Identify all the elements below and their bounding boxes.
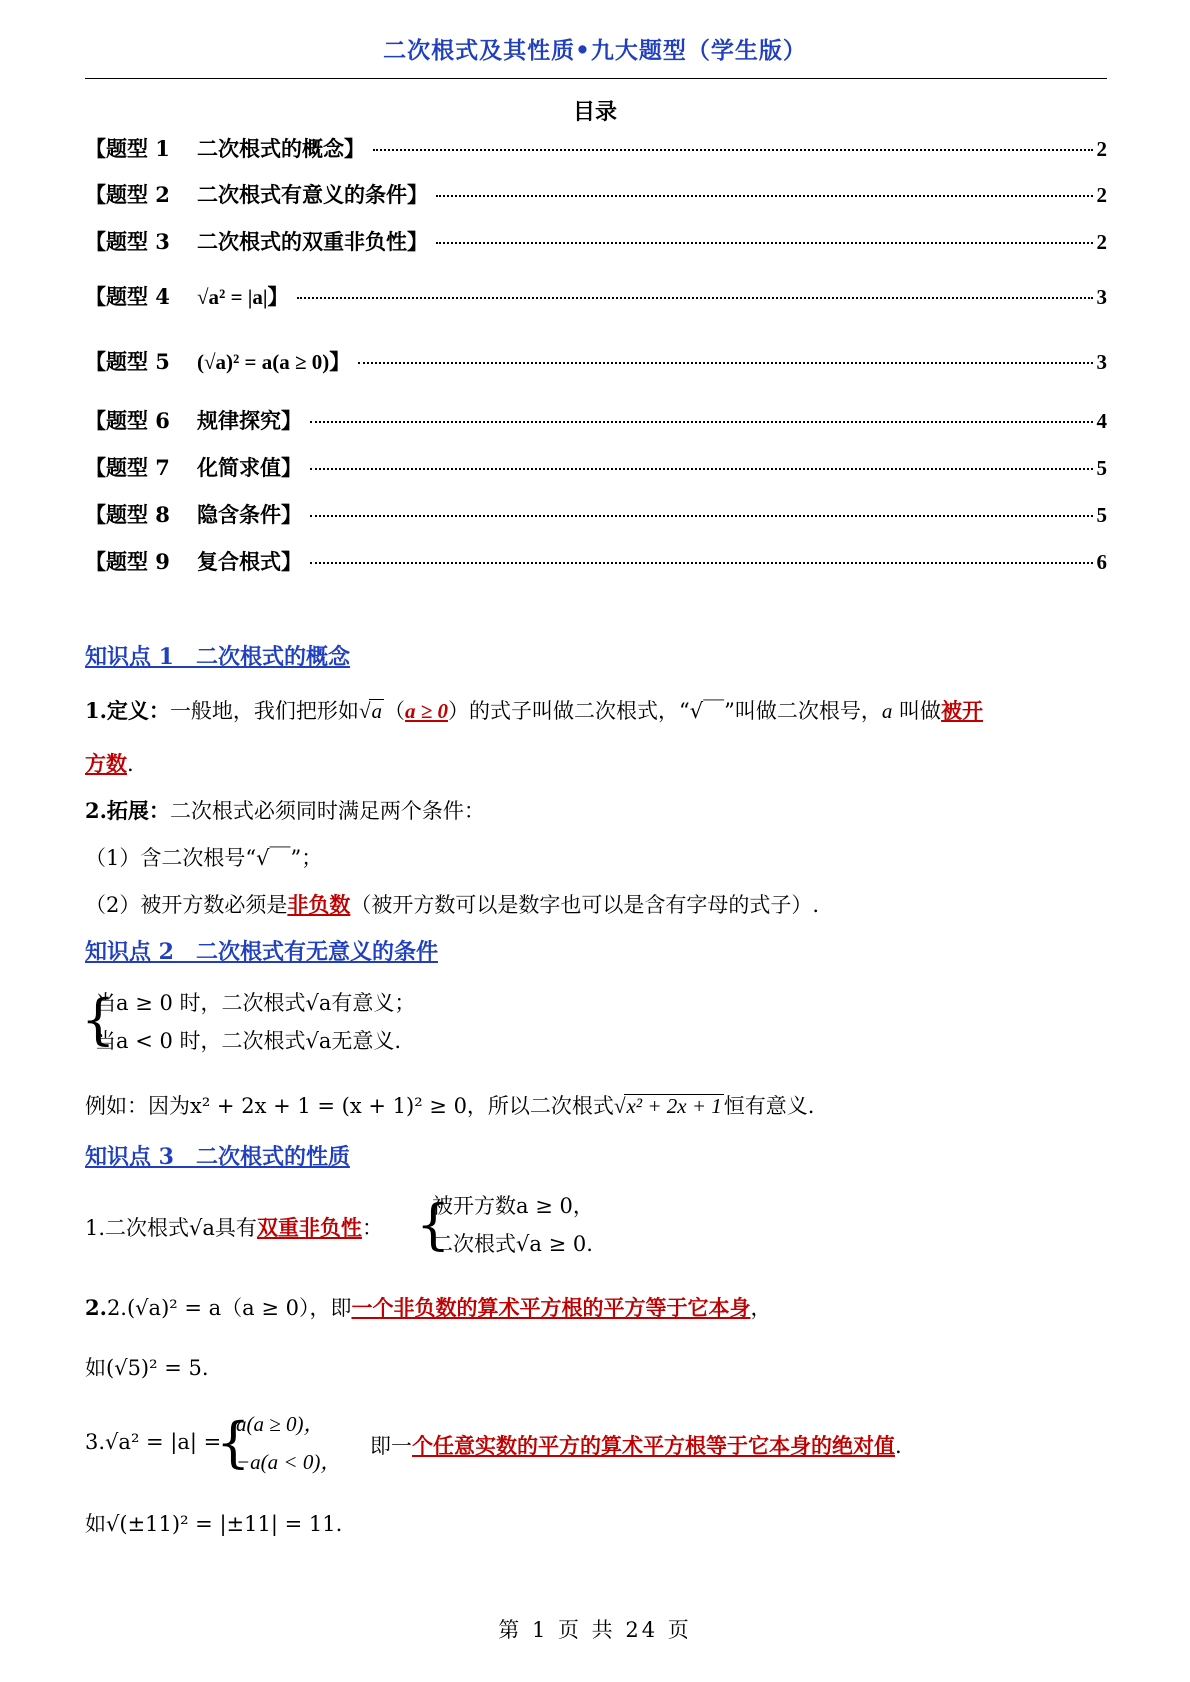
toc-item-page: 3 (1096, 350, 1107, 374)
definition-text-2: ）的式子叫做二次根式，“√￣”叫做二次根号， (448, 699, 882, 723)
extension-condition-2-term: 非负数 (287, 892, 351, 917)
extension-condition-2-note: （被开方数可以是数字也可以是含有字母的式子）. (350, 893, 820, 917)
toc-item-9[interactable] (85, 546, 1107, 576)
nonnegativity-conditions (416, 1190, 680, 1272)
toc-item-page: 6 (1096, 550, 1107, 574)
toc-item-name: 复合根式】 (197, 549, 302, 574)
toc-title: 目录 (572, 99, 617, 125)
toc-item-page: 5 (1096, 456, 1107, 480)
toc-item-number: 【题型 2 (85, 182, 170, 207)
toc-item-number: 【题型 1 (85, 136, 170, 161)
example-end: 恒有意义. (723, 1094, 815, 1118)
toc-leader (297, 297, 1093, 299)
toc-item-name: 化简求值】 (197, 455, 302, 480)
case-negative: −a(a < 0)， (236, 1450, 342, 1474)
toc-leader (373, 149, 1093, 151)
page-header-title: 二次根式及其性质•九大题型（学生版） (383, 37, 807, 64)
definition-condition: a ≥ 0 (404, 699, 448, 723)
toc-item-number: 【题型 6 (85, 408, 170, 433)
example-line: 例如：因为x² + 2x + 1 = (x + 1)² ≥ 0，所以二次根式√x² + 2x + 1恒有意义. (85, 1094, 815, 1118)
property-2-end: ， (750, 1296, 772, 1320)
toc-item-number: 【题型 9 (85, 549, 170, 574)
property-1-text: 1.二次根式√a具有 (85, 1216, 257, 1240)
header-divider (85, 78, 1107, 79)
property-3-text: 即一 (370, 1434, 412, 1458)
property-2-formula: 2.(√a)² = a（a ≥ 0），即 (106, 1296, 352, 1320)
meaning-conditions (81, 985, 505, 1065)
definition-term: 被开 (941, 698, 984, 723)
toc-item-page: 2 (1096, 183, 1107, 207)
toc-leader (358, 362, 1092, 364)
section-title-3[interactable]: 知识点 3 二次根式的性质 (85, 1144, 350, 1170)
left-brace: { (416, 1193, 451, 1256)
toc-item-name: 规律探究】 (197, 408, 302, 433)
section-title-2[interactable]: 知识点 2 二次根式有无意义的条件 (85, 939, 438, 965)
toc-item-4[interactable] (85, 281, 1107, 311)
example-sqrt: x² + 2x + 1 (626, 1094, 722, 1118)
toc-item-2[interactable] (85, 179, 1107, 209)
toc-item-6[interactable] (85, 405, 1107, 435)
toc-leader (310, 562, 1093, 564)
toc-item-name: 二次根式的概念】 (197, 136, 365, 161)
example-text: 例如：因为x² + 2x + 1 = (x + 1)² ≥ 0，所以二次根式 (85, 1094, 614, 1118)
property-3-formula: 3.√a² = |a| = (85, 1430, 222, 1454)
toc-item-page: 2 (1096, 230, 1107, 254)
toc-item-number: 【题型 3 (85, 229, 170, 254)
property-3 (85, 1430, 221, 1454)
property-2-term: 一个非负数的算术平方根的平方等于它本身 (351, 1295, 751, 1320)
definition-line-2 (85, 748, 134, 778)
definition-text: 一般地，我们把形如 (169, 699, 359, 723)
property-1-colon: ： (361, 1216, 383, 1240)
extension-condition-2 (85, 889, 819, 919)
toc-item-number: 【题型 5 (85, 349, 170, 374)
extension-line (85, 795, 485, 825)
definition-term-2: 方数 (85, 751, 127, 776)
toc-item-page: 2 (1096, 137, 1107, 161)
toc-item-name: √a² = |a|】 (197, 285, 289, 309)
toc-item-5[interactable] (85, 346, 1107, 376)
toc-item-3[interactable] (85, 226, 1107, 256)
extension-label: 2.拓展： (85, 798, 170, 823)
toc-item-name: (√a)² = a(a ≥ 0)】 (197, 350, 351, 374)
definition-text-3: 叫做 (892, 699, 942, 723)
definition-line: 1.定义：一般地，我们把形如√a（a ≥ 0）的式子叫做二次根式，“√￣”叫做二次根号，a 叫做被开 (85, 698, 984, 723)
toc-item-8[interactable] (85, 499, 1107, 529)
toc-leader (310, 468, 1093, 470)
property-1 (85, 1212, 383, 1242)
property-1-term: 双重非负性 (256, 1215, 362, 1240)
toc-item-number: 【题型 4 (85, 284, 170, 309)
toc-item-7[interactable] (85, 452, 1107, 482)
page-footer: 第 1 页 共 24 页 (498, 1618, 692, 1642)
extension-text: 二次根式必须同时满足两个条件： (169, 799, 485, 823)
property-2-example: 如(√5)² = 5. (85, 1356, 209, 1380)
extension-condition-1: （1）含二次根号“√￣”； (85, 846, 323, 870)
left-brace: { (81, 988, 116, 1051)
definition-var: a (881, 699, 893, 723)
definition-sqrt: a (371, 699, 382, 723)
property-3-term: 个任意实数的平方的算术平方根等于它本身的绝对值 (412, 1433, 895, 1458)
property-2: 2.2.(√a)² = a（a ≥ 0），即一个非负数的算术平方根的平方等于它本身， (85, 1295, 772, 1320)
condition-radicand: 被开方数a ≥ 0， (432, 1194, 594, 1218)
left-brace: { (216, 1411, 251, 1474)
section-title-1[interactable]: 知识点 1 二次根式的概念 (85, 644, 350, 670)
toc-leader (310, 515, 1093, 517)
property-3-end: . (895, 1434, 902, 1458)
extension-condition-2-text: （2）被开方数必须是 (85, 893, 288, 917)
toc-item-number: 【题型 7 (85, 455, 170, 480)
toc-item-name: 二次根式有意义的条件】 (197, 182, 428, 207)
toc-item-number: 【题型 8 (85, 502, 170, 527)
toc-leader (310, 421, 1093, 423)
abs-cases (218, 1408, 368, 1490)
toc-leader (436, 195, 1093, 197)
property-3-example: 如√(±11)² = |±11| = 11. (85, 1512, 343, 1536)
toc-item-page: 4 (1096, 409, 1107, 433)
toc-item-page: 5 (1096, 503, 1107, 527)
toc-item-1[interactable] (85, 133, 1107, 163)
toc-leader (436, 242, 1093, 244)
toc-item-name: 二次根式的双重非负性】 (197, 229, 428, 254)
toc-item-name: 隐含条件】 (197, 502, 302, 527)
condition-meaningful: 当a ≥ 0 时，二次根式√a有意义； (95, 991, 416, 1015)
definition-label: 1.定义： (85, 698, 170, 723)
condition-meaningless: 当a < 0 时，二次根式√a无意义. (95, 1029, 402, 1053)
definition-end: . (127, 752, 134, 776)
toc-item-page: 3 (1096, 285, 1107, 309)
case-nonnegative: a(a ≥ 0)， (236, 1412, 325, 1436)
property-3-statement (370, 1430, 902, 1460)
condition-root: 二次根式√a ≥ 0. (432, 1232, 593, 1256)
